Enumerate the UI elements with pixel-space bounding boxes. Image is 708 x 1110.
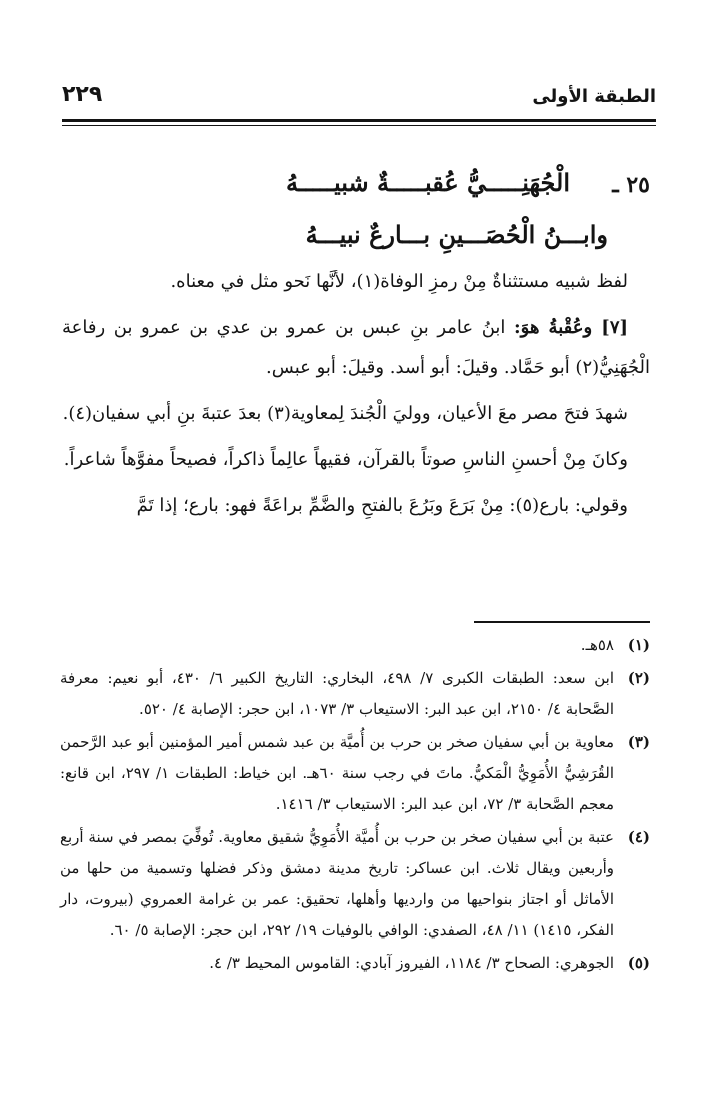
paragraph-1: لفظ شبيه مستثناةٌ مِنْ رمزِ الوفاة(١)، لأنَّها نَحو مثل في معناه. bbox=[170, 271, 628, 292]
footnote-number: (٢) bbox=[627, 669, 650, 687]
header-rule-thin bbox=[62, 125, 656, 126]
footnote-number: (٣) bbox=[627, 733, 650, 751]
page-number: ٢٢٩ bbox=[62, 82, 103, 107]
paragraph-5 bbox=[62, 486, 650, 526]
footnote bbox=[60, 630, 650, 661]
footnote-text: ابن سعد: الطبقات الكبرى ٧/ ٤٩٨، البخاري: التاريخ الكبير ٦/ ٤٣٠، أبو نعيم: معرفة الصَّحابة ٤/ ٢١٥٠، ابن عبد البر: الاستيعاب ٣/ ١٠٧٣، ابن حجر: الإصابة ٤/ ٥٢٠. bbox=[60, 669, 614, 718]
footnote bbox=[60, 822, 650, 946]
footnote-text: ٥٨هـ. bbox=[580, 636, 614, 654]
footnote-number: (٥) bbox=[627, 954, 650, 972]
running-header bbox=[62, 82, 656, 116]
footnote-number: (١) bbox=[627, 636, 650, 654]
footnote-text: الجوهري: الصحاح ٣/ ١١٨٤، الفيروز آبادي: القاموس المحيط ٣/ ٤. bbox=[209, 954, 614, 972]
paragraph-5-lead: وقولي: بارع(٥): bbox=[509, 495, 628, 516]
paragraph-5-text: مِنْ بَرَعَ وبَرُعَ بالفتحِ والضَّمِّ براعَةً فهو: بارع؛ إذا تَمَّ bbox=[136, 495, 510, 516]
footnote bbox=[60, 727, 650, 820]
running-header-title: الطبقة الأولى bbox=[532, 86, 656, 107]
paragraph-2 bbox=[62, 308, 650, 388]
paragraph-4: وكانَ مِنْ أحسنِ الناسِ صوتاً بالقرآن، فقيهاً عالِماً ذاكراً، فصيحاً مفوَّهاً شاعراً. bbox=[63, 449, 628, 470]
footnote-separator bbox=[474, 621, 650, 623]
verse-line-2: وابـــنُ الْحُصَـــينِ بـــارعٌ نبيـــهُ bbox=[305, 220, 608, 249]
header-rule-thick bbox=[62, 119, 656, 122]
verse-number: ٢٥ ـ bbox=[612, 172, 650, 198]
body-text bbox=[62, 262, 650, 532]
footnotes bbox=[60, 630, 650, 981]
footnote bbox=[60, 948, 650, 979]
footnote-text: معاوية بن أبي سفيان صخر بن حرب بن أُميَّة بن عبد شمس أمير المؤمنين أبو عبد الرَّحمن القُرَشِيُّ الأُمَوِيُّ الْمَكيُّ. ماتَ في رجب سنة ٦٠هـ. ابن خياط: الطبقات ١/ ٢٩٧، ابن قانع: معجم الصَّحابة ٣/ ٧٢، ابن عبد البر: الاستيعاب ٣/ ١٤١٦. bbox=[60, 733, 614, 813]
entry-heading: [٧] وعُقْبةُ هوَ: bbox=[514, 317, 629, 338]
verse-line-1: الْجُهَنِـــــيُّ عُقبـــــةٌ شبيـــــهُ bbox=[286, 168, 570, 197]
paragraph-3: شهدَ فتحَ مصر معَ الأعيان، ووليَ الْجُندَ لِمعاوية(٣) بعدَ عتبةَ بنِ أبي سفيان(٤). bbox=[62, 403, 628, 424]
paragraph-2-text: ابنُ عامر بنِ عبس بن عمرو بن عدي بن عمرو بن رفاعة الْجُهَنِيُّ(٢) أبو حَمَّاد. وقيلَ: أبو أسد. وقيلَ: أبو عبس. bbox=[62, 317, 650, 378]
footnote-text: عتبة بن أبي سفيان صخر بن حرب بن أُميَّة الأُمَوِيُّ شقيق معاوية. تُوفِّيَ بمصر في سنة أربع وأربعين ويقال ثلاث. ابن عساكر: تاريخ مدينة دمشق وذكر فضلها وتسمية من حلها من الأماثل أو اجتاز بنواحيها من وارديها وأهلها، تحقيق: عمر بن غرامة العمروي (بيروت، دار الفكر، ١٤١٥) ١١/ ٤٨، الصفدي: الوافي بالوفيات ١٩/ ٢٩٢، ابن حجر: الإصابة ٥/ ٦٠. bbox=[60, 828, 614, 939]
footnote bbox=[60, 663, 650, 725]
footnote-number: (٤) bbox=[627, 828, 650, 846]
